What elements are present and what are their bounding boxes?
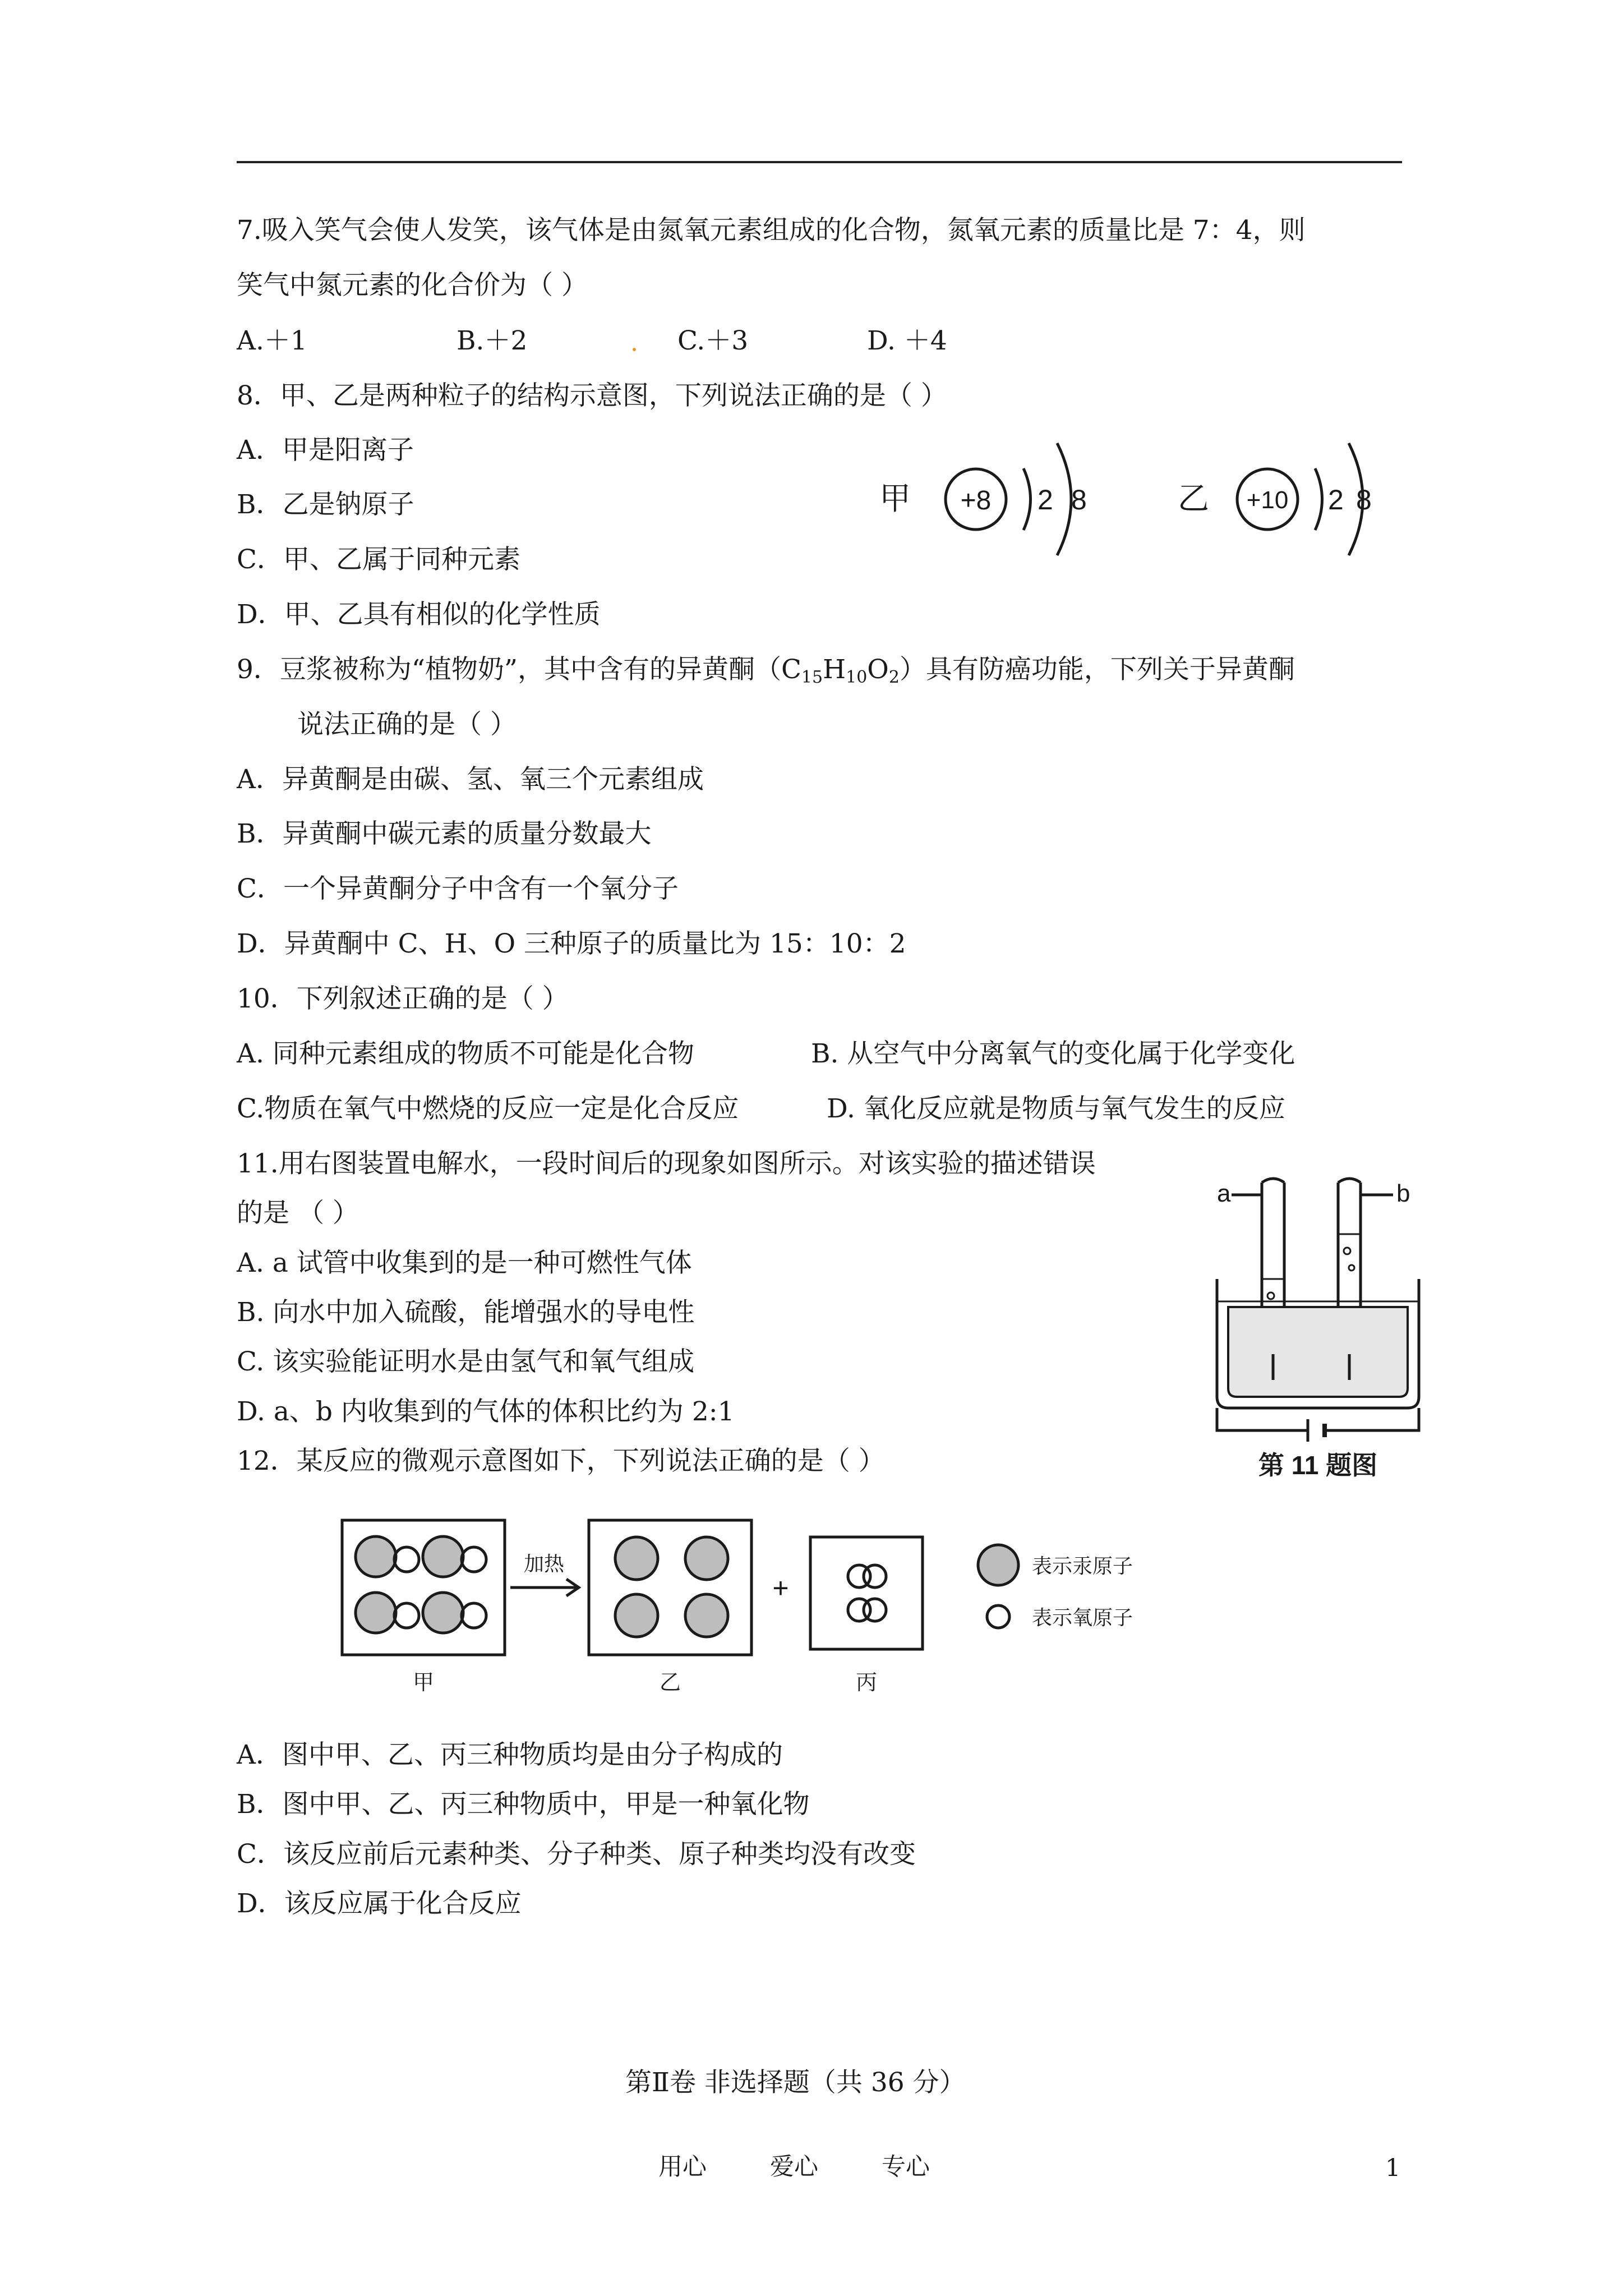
q7-stem-line1: 7.吸入笑气会使人发笑，该气体是由氮氧元素组成的化合物，氮氧元素的质量比是 7：4，则 (237, 215, 1306, 246)
q12-reaction-diagram (336, 1515, 1178, 1700)
box-label-yi: 乙 (659, 1671, 681, 1695)
q11-option-b: B. 向水中加入硫酸，能增强水的导电性 (237, 1297, 695, 1328)
q10-option-c: C.物质在氧气中燃烧的反应一定是化合反应 (237, 1093, 739, 1124)
q9-option-b: B．异黄酮中碳元素的质量分数最大 (237, 818, 652, 849)
q8-stem: 8．甲、乙是两种粒子的结构示意图，下列说法正确的是（ ） (237, 380, 947, 411)
tube-a-label: a (1217, 1180, 1231, 1207)
q11-figure-caption: 第 11 题图 (1258, 1451, 1378, 1480)
atom-yi (1178, 443, 1372, 555)
q12-option-c: C．该反应前后元素种类、分子种类、原子种类均没有改变 (237, 1839, 916, 1870)
q11-stem-line2: 的是 （ ） (237, 1198, 359, 1228)
atom-yi-nucleus: +10 (1246, 486, 1289, 514)
q7-stem-line2: 笑气中氮元素的化合价为（ ） (237, 270, 588, 301)
arrow-label: 加热 (523, 1552, 565, 1575)
q12-option-b: B．图中甲、乙、丙三种物质中，甲是一种氧化物 (237, 1789, 810, 1820)
atom-jia-label: 甲 (879, 481, 911, 516)
box-label-bing: 丙 (855, 1671, 878, 1695)
q7-option-c: C.＋3 (677, 325, 749, 356)
footer-slogan-3: 专心 (882, 2153, 930, 2181)
q9-stem-line1: 9．豆浆被称为“植物奶”，其中含有的异黄酮$(C_{15}H_{10}O_2)$具有防癌功能，下列关于异黄酮 (237, 654, 1295, 687)
page-number: 1 (1385, 2154, 1401, 2182)
q9-option-d: D．异黄酮中 C、H、O 三种原子的质量比为 15：10：2 (237, 928, 906, 959)
q12-option-a: A．图中甲、乙、丙三种物质均是由分子构成的 (237, 1740, 783, 1770)
q11-option-d: D. a、b 内收集到的气体的体积比约为 2:1 (237, 1396, 735, 1427)
section-title: 第Ⅱ卷 非选择题（共 36 分） (625, 2067, 966, 2098)
q11-option-c: C. 该实验能证明水是由氢气和氧气组成 (237, 1346, 695, 1377)
q9-option-c: C．一个异黄酮分子中含有一个氧分子 (237, 873, 679, 904)
q8-atom-diagram (864, 421, 1380, 578)
atom-yi-label: 乙 (1178, 481, 1209, 516)
q8-option-c: C．甲、乙属于同种元素 (237, 544, 520, 575)
legend-o: 表示氧原子 (1032, 1606, 1133, 1629)
q10-option-a: A. 同种元素组成的物质不可能是化合物 (237, 1038, 694, 1069)
atom-jia-shell-1: 2 (1038, 484, 1053, 516)
q11-electrolysis-diagram (1206, 1167, 1430, 1481)
q9-option-a: A．异黄酮是由碳、氢、氧三个元素组成 (237, 764, 704, 795)
atom-yi-shell-2: 8 (1356, 484, 1372, 516)
q11-stem-line1: 11.用右图装置电解水，一段时间后的现象如图所示。对该实验的描述错误 (237, 1148, 1096, 1179)
legend-hg: 表示汞原子 (1032, 1554, 1133, 1577)
atom-yi-shell-1: 2 (1328, 484, 1344, 516)
q8-option-a: A．甲是阳离子 (237, 435, 414, 466)
atom-jia-shell-2: 8 (1071, 484, 1087, 516)
q12-option-d: D．该反应属于化合反应 (237, 1888, 522, 1919)
q10-option-d: D. 氧化反应就是物质与氧气发生的反应 (827, 1093, 1285, 1124)
q8-option-d: D．甲、乙具有相似的化学性质 (237, 599, 601, 630)
box-label-jia: 甲 (412, 1671, 435, 1695)
footer-slogan-1: 用心 (658, 2153, 707, 2181)
q10-option-b: B. 从空气中分离氧气的变化属于化学变化 (811, 1038, 1295, 1069)
q9-stem-line2: 说法正确的是（ ） (297, 709, 517, 740)
plus-sign: + (772, 1572, 789, 1604)
q7-option-b: B.＋2 (457, 325, 528, 356)
atom-jia-nucleus: +8 (960, 486, 992, 516)
q10-stem: 10．下列叙述正确的是（ ） (237, 983, 569, 1014)
q11-option-a: A. a 试管中收集到的是一种可燃性气体 (237, 1248, 692, 1278)
atom-jia (879, 443, 1087, 555)
tube-b-label: b (1396, 1180, 1410, 1207)
top-rule (237, 161, 1402, 163)
q8-option-b: B．乙是钠原子 (237, 489, 414, 520)
q12-stem: 12．某反应的微观示意图如下，下列说法正确的是（ ） (237, 1446, 885, 1476)
footer-slogan-2: 爱心 (770, 2153, 818, 2181)
q7-option-d: D. ＋4 (867, 325, 947, 356)
stray-dot (633, 348, 636, 351)
q7-option-a: A.＋1 (237, 325, 307, 356)
